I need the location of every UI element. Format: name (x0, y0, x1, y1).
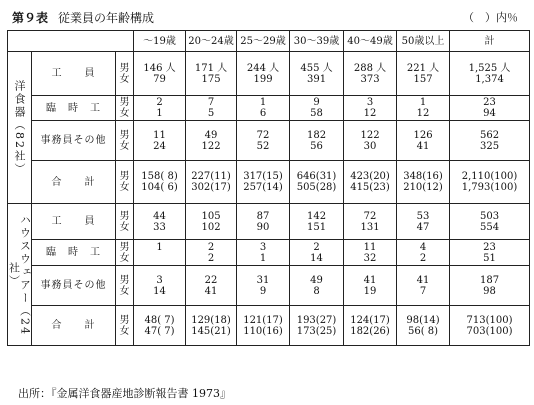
male-value: 187 (479, 274, 500, 286)
female-value: 58 (310, 108, 323, 119)
female-value: 41 (416, 140, 430, 152)
female-value: 173(25) (296, 325, 337, 337)
female-value: 1,374 (475, 73, 504, 85)
male-value: 23 (483, 241, 496, 253)
value-cell (290, 96, 344, 121)
male-value: 244 人 (246, 62, 280, 74)
male-value: 713(100) (466, 314, 513, 326)
sex-labels (116, 240, 134, 266)
value-cell (397, 96, 450, 121)
table-title-text: 従業員の年齢構成 (58, 11, 155, 25)
male-value: 158( 8) (141, 171, 178, 182)
male-value: 182 (306, 129, 327, 141)
header-cell: 25～29歳 (237, 31, 290, 52)
female-value: 210(12) (403, 182, 443, 193)
female-value: 703(100) (466, 325, 513, 337)
male-value: 1 (156, 241, 163, 253)
table-row (8, 306, 530, 346)
female-value: 415(23) (350, 182, 390, 193)
male-value: 122 (360, 129, 380, 141)
female-value: 157 (413, 73, 433, 85)
female-value: 1 (259, 252, 267, 264)
female-value: 12 (363, 108, 377, 119)
female-value: 110(16) (243, 325, 283, 337)
male-value: 142 (306, 210, 327, 222)
category-label: 合 計 (32, 306, 116, 346)
value-cell (397, 240, 450, 266)
male-value: 193(27) (296, 314, 337, 326)
value-cell (450, 204, 530, 240)
value-cell (397, 306, 450, 346)
female-value: 51 (483, 252, 496, 264)
category-label: 工 員 (32, 52, 116, 96)
female-value: 554 (479, 221, 500, 233)
male-value: 11 (153, 129, 166, 141)
sex-labels (116, 204, 134, 240)
female-value: 47( 7) (144, 325, 175, 337)
female-value: 2 (419, 252, 427, 264)
female-value: 373 (360, 73, 380, 85)
value-cell (450, 121, 530, 161)
sex-labels (116, 52, 134, 96)
female-value: 505(28) (296, 182, 337, 193)
table-title (12, 9, 154, 26)
unit-note: （ ）内％ (463, 11, 518, 24)
table-row (8, 161, 530, 204)
female-value: 199 (253, 73, 273, 85)
male-value: 49 (310, 274, 323, 286)
value-cell (186, 52, 237, 96)
female-value: 145(21) (191, 325, 231, 337)
value-cell (186, 204, 237, 240)
female-value: 1,793(100) (461, 182, 518, 193)
male-value: 22 (204, 274, 218, 286)
male-label: 男 (119, 314, 130, 326)
male-value: 2 (313, 241, 320, 253)
header-cell: ～19歳 (134, 31, 186, 52)
value-cell (397, 266, 450, 306)
male-value: 317(15) (243, 171, 283, 182)
value-cell (344, 161, 397, 204)
value-cell (397, 161, 450, 204)
male-value: 72 (256, 129, 270, 141)
female-value: 52 (256, 140, 270, 152)
value-cell (450, 96, 530, 121)
female-label: 女 (119, 108, 130, 119)
female-value: 2 (207, 252, 215, 264)
value-cell (186, 96, 237, 121)
female-value (134, 253, 185, 264)
header-cell: 20～24歳 (186, 31, 237, 52)
male-value: 49 (204, 129, 218, 141)
male-value: 562 (479, 129, 500, 141)
value-cell (450, 306, 530, 346)
male-value: 87 (256, 210, 270, 222)
female-value: 257(14) (243, 182, 283, 193)
male-label: 男 (119, 210, 130, 222)
value-cell (134, 306, 186, 346)
header-cell: 50歳以上 (397, 31, 450, 52)
male-value: 9 (313, 97, 320, 108)
male-value: 3 (259, 241, 267, 253)
header-corner (8, 31, 134, 52)
category-label: 臨 時 工 (32, 240, 116, 266)
female-value: 5 (207, 108, 215, 119)
female-value: 7 (419, 285, 427, 297)
value-cell (134, 204, 186, 240)
male-label: 男 (119, 62, 130, 74)
value-cell (344, 266, 397, 306)
value-cell (237, 204, 290, 240)
female-label: 女 (119, 285, 130, 297)
male-value: 31 (256, 274, 270, 286)
male-label: 男 (119, 241, 130, 253)
male-label: 男 (119, 97, 130, 108)
value-cell (450, 161, 530, 204)
female-value: 302(17) (191, 182, 231, 193)
female-value: 19 (363, 285, 377, 297)
value-cell (237, 121, 290, 161)
female-value: 56 (310, 140, 323, 152)
male-value: 503 (479, 210, 500, 222)
male-value: 1 (259, 97, 267, 108)
female-value: 131 (360, 221, 380, 233)
sex-labels (116, 266, 134, 306)
value-cell (290, 240, 344, 266)
category-label: 臨 時 工 (32, 96, 116, 121)
value-cell (134, 266, 186, 306)
female-label: 女 (119, 325, 130, 337)
female-value: 24 (153, 140, 166, 152)
male-value: 2,110(100) (461, 171, 518, 182)
table-row (8, 52, 530, 96)
male-value: 124(17) (350, 314, 390, 326)
male-label: 男 (119, 129, 130, 141)
value-cell (397, 204, 450, 240)
male-value: 171 人 (194, 62, 228, 74)
male-value: 105 (201, 210, 221, 222)
female-value: 30 (363, 140, 377, 152)
male-value: 2 (207, 241, 215, 253)
male-value: 3 (156, 274, 163, 286)
female-value: 33 (153, 221, 166, 233)
value-cell (186, 240, 237, 266)
male-value: 288 人 (353, 62, 387, 74)
female-value: 102 (201, 221, 221, 233)
male-value: 4 (419, 241, 427, 253)
table-row (8, 266, 530, 306)
sex-labels (116, 121, 134, 161)
male-label: 男 (119, 171, 130, 182)
female-value: 56( 8) (407, 325, 439, 337)
male-value: 41 (416, 274, 430, 286)
male-value: 41 (363, 274, 377, 286)
male-value: 423(20) (350, 171, 390, 182)
group-label: 洋食器（82社） (8, 52, 32, 204)
value-cell (397, 52, 450, 96)
male-value: 2 (156, 97, 163, 108)
table-row (8, 240, 530, 266)
value-cell (344, 96, 397, 121)
sex-labels (116, 306, 134, 346)
value-cell (134, 121, 186, 161)
sex-labels (116, 161, 134, 204)
female-value: 8 (313, 285, 320, 297)
source-note: 出所：『金属洋食器産地診断報告書 1973』 (18, 387, 231, 400)
value-cell (450, 266, 530, 306)
header-cell: 40～49歳 (344, 31, 397, 52)
header-cell: 計 (450, 31, 530, 52)
male-label: 男 (119, 274, 130, 286)
category-label: 工 員 (32, 204, 116, 240)
male-value: 348(16) (403, 171, 443, 182)
female-value: 151 (306, 221, 327, 233)
table-row (8, 204, 530, 240)
female-value: 182(26) (350, 325, 390, 337)
female-value: 122 (201, 140, 221, 152)
male-value: 146 人 (143, 62, 176, 74)
male-value: 646(31) (296, 171, 337, 182)
value-cell (134, 96, 186, 121)
sex-labels (116, 96, 134, 121)
value-cell (237, 161, 290, 204)
male-value: 221 人 (406, 62, 440, 74)
group-label: ハウスウェアー（24社） (8, 204, 32, 346)
female-label: 女 (119, 73, 130, 85)
table-number: 第９表 (12, 11, 49, 25)
male-value: 53 (416, 210, 430, 222)
age-composition-table (7, 30, 530, 346)
male-value: 98(14) (406, 314, 440, 326)
female-value: 12 (416, 108, 430, 119)
male-value: 129(18) (191, 314, 231, 326)
value-cell (344, 306, 397, 346)
value-cell (450, 52, 530, 96)
female-label: 女 (119, 182, 130, 193)
value-cell (344, 240, 397, 266)
female-value: 98 (483, 285, 496, 297)
male-value: 44 (153, 210, 166, 222)
female-value: 41 (204, 285, 218, 297)
value-cell (186, 266, 237, 306)
female-value: 325 (479, 140, 500, 152)
value-cell (186, 161, 237, 204)
female-value: 79 (153, 73, 166, 85)
female-value: 175 (201, 73, 221, 85)
value-cell (237, 240, 290, 266)
value-cell (290, 204, 344, 240)
table-row (8, 96, 530, 121)
male-value: 7 (207, 97, 215, 108)
value-cell (186, 306, 237, 346)
female-value: 47 (416, 221, 430, 233)
value-cell (237, 266, 290, 306)
value-cell (344, 121, 397, 161)
male-value: 455 人 (300, 62, 333, 74)
female-value: 9 (259, 285, 267, 297)
female-value: 104( 6) (141, 182, 178, 193)
value-cell (237, 306, 290, 346)
value-cell (290, 121, 344, 161)
table-row (8, 121, 530, 161)
female-label: 女 (119, 252, 130, 264)
male-value: 121(17) (243, 314, 283, 326)
value-cell (237, 96, 290, 121)
value-cell (344, 204, 397, 240)
female-value: 32 (363, 252, 377, 264)
value-cell (134, 52, 186, 96)
female-value: 90 (256, 221, 270, 233)
female-value: 1 (156, 108, 163, 119)
value-cell (450, 240, 530, 266)
female-label: 女 (119, 140, 130, 152)
female-value: 14 (310, 252, 323, 264)
male-value: 126 (413, 129, 433, 141)
category-label: 事務員その他 (32, 121, 116, 161)
male-value: 72 (363, 210, 377, 222)
male-value: 1,525 人 (468, 62, 511, 74)
female-value: 14 (153, 285, 166, 297)
value-cell (290, 52, 344, 96)
value-cell (344, 52, 397, 96)
header-cell: 30～39歳 (290, 31, 344, 52)
value-cell (186, 121, 237, 161)
value-cell (237, 52, 290, 96)
value-cell (290, 161, 344, 204)
female-value: 6 (259, 108, 267, 119)
value-cell (134, 161, 186, 204)
value-cell (397, 121, 450, 161)
value-cell (290, 306, 344, 346)
value-cell (134, 240, 186, 266)
value-cell (290, 266, 344, 306)
header-row (8, 31, 530, 52)
category-label: 合 計 (32, 161, 116, 204)
female-value: 94 (483, 108, 496, 119)
male-value: 1 (419, 97, 427, 108)
male-value: 11 (363, 241, 377, 253)
category-label: 事務員その他 (32, 266, 116, 306)
female-value: 391 (306, 73, 327, 85)
male-value: 48( 7) (144, 314, 175, 326)
male-value: 227(11) (191, 171, 231, 182)
male-value: 3 (366, 97, 374, 108)
female-label: 女 (119, 221, 130, 233)
male-value: 23 (483, 97, 496, 108)
